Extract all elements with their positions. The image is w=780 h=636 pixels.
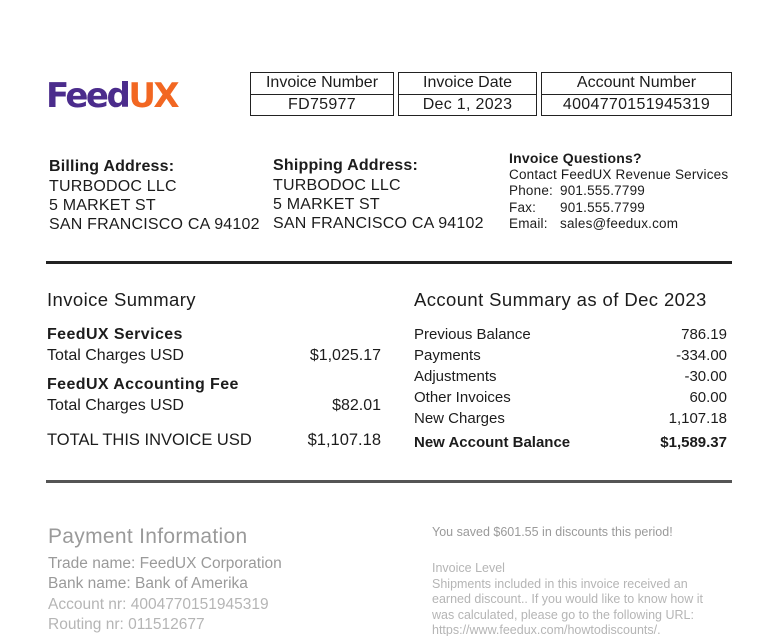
phone-label: Phone: — [509, 183, 553, 198]
questions-title: Invoice Questions? — [509, 150, 642, 166]
account-row-label: Payments — [414, 347, 481, 364]
fee-title: FeedUX Accounting Fee — [47, 376, 239, 393]
balance-value: $1,589.37 — [660, 434, 727, 451]
account-row-value: 60.00 — [689, 389, 727, 406]
invoice-date-box — [398, 72, 537, 116]
services-title: FeedUX Services — [47, 326, 183, 343]
discount-line: earned discount.. If you would like to know how it — [432, 592, 703, 606]
balance-label: New Account Balance — [414, 434, 571, 451]
discount-details — [432, 561, 703, 636]
shipping-address-line: SAN FRANCISCO CA 94102 — [273, 215, 484, 232]
payment-info-title: Payment Information — [48, 525, 248, 548]
account-row — [414, 324, 727, 345]
invoice-date-value: Dec 1, 2023 — [398, 94, 537, 116]
total-amount: $1,107.18 — [307, 431, 381, 449]
payment-info-bank: Bank name: Bank of Amerika — [48, 575, 248, 592]
invoice-number-value: FD75977 — [250, 94, 394, 116]
fax-value: 901.555.7799 — [560, 199, 645, 215]
account-row-label: Previous Balance — [414, 326, 531, 343]
invoice-number-box — [250, 72, 394, 116]
fee-label: Total Charges USD — [47, 397, 184, 414]
account-number-label: Account Number — [541, 72, 732, 94]
account-summary-rows — [414, 324, 727, 429]
billing-address — [49, 157, 260, 234]
email-link[interactable]: sales@feedux.com — [560, 216, 679, 231]
account-number-value: 4004770151945319 — [541, 94, 732, 116]
account-row — [414, 408, 727, 429]
account-row-value: 786.19 — [681, 326, 727, 343]
billing-address-line: 5 MARKET ST — [49, 197, 156, 214]
discount-saved: You saved $601.55 in discounts this period! — [432, 525, 673, 539]
discount-line: was calculated, please go to the following URL: — [432, 607, 694, 622]
invoice-summary-title: Invoice Summary — [47, 289, 196, 310]
billing-address-title: Billing Address: — [49, 158, 175, 175]
invoice-date-label: Invoice Date — [398, 72, 537, 94]
payment-info-account: Account nr: 4004770151945319 — [48, 596, 269, 613]
phone-value: 901.555.7799 — [560, 183, 645, 198]
feedux-logo: FeedUX — [46, 76, 178, 116]
fee-amount: $82.01 — [332, 397, 381, 414]
new-account-balance — [414, 433, 727, 453]
services-amount: $1,025.17 — [309, 347, 381, 364]
services-label: Total Charges USD — [47, 347, 184, 364]
questions-contact: Contact FeedUX Revenue Services — [509, 166, 729, 182]
shipping-address — [273, 156, 484, 233]
account-row-value: 1,107.18 — [668, 410, 727, 427]
payment-info-trade: Trade name: FeedUX Corporation — [48, 555, 282, 572]
total-label: TOTAL THIS INVOICE USD — [47, 431, 252, 449]
fax-label: Fax: — [509, 199, 537, 215]
account-row-label: Other Invoices — [414, 389, 511, 406]
email-label: Email: — [509, 216, 548, 231]
account-row-value: -30.00 — [684, 368, 727, 385]
payment-info-routing: Routing nr: 011512677 — [48, 616, 205, 633]
account-number-box — [541, 72, 732, 116]
shipping-address-line: 5 MARKET ST — [273, 196, 380, 213]
invoice-questions — [509, 150, 728, 233]
account-row-label: New Charges — [414, 410, 505, 427]
shipping-address-title: Shipping Address: — [273, 157, 419, 174]
account-summary-title: Account Summary as of Dec 2023 — [414, 289, 707, 310]
divider — [46, 480, 732, 483]
shipping-address-line: TURBODOC LLC — [273, 177, 401, 194]
divider — [46, 261, 732, 264]
discount-line: Shipments included in this invoice received an — [432, 576, 688, 591]
discount-link[interactable]: https://www.feedux.com/howtodiscounts/. — [432, 623, 661, 636]
account-row-value: -334.00 — [676, 347, 727, 364]
account-row-label: Adjustments — [414, 368, 497, 385]
discount-level-title: Invoice Level — [432, 561, 505, 575]
billing-address-line: SAN FRANCISCO CA 94102 — [49, 216, 260, 233]
account-row — [414, 366, 727, 387]
invoice-number-label: Invoice Number — [250, 72, 394, 94]
account-row — [414, 345, 727, 366]
account-row — [414, 387, 727, 408]
billing-address-line: TURBODOC LLC — [49, 178, 177, 195]
